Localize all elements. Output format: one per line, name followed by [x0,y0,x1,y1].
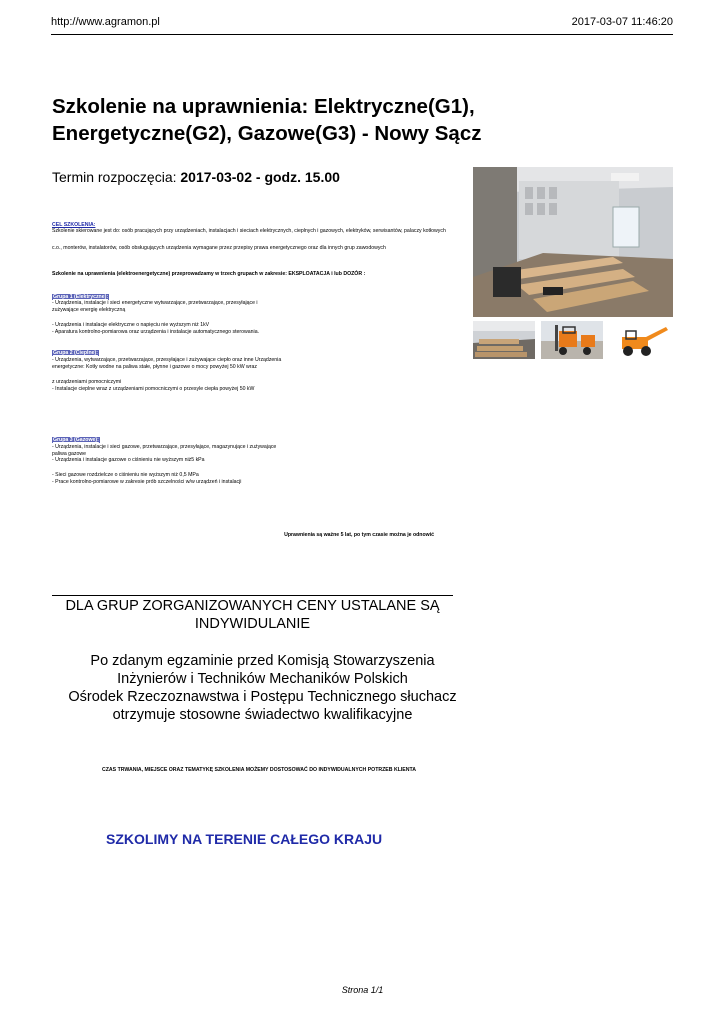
classroom-photo[interactable] [473,167,673,317]
group-1-line-3: - Urządzenia i instalacje elektryczne o napięciu nie wyższym niż 1kV [52,322,210,328]
group-2-line-4: - Instalacje cieplne wraz z urządzeniami pomocniczymi o przesyle ciepła powyżej 50 kW [52,386,255,392]
page-title: Szkolenie na uprawnienia: Elektryczne(G1), Energetyczne(G2), Gazowe(G3) - Nowy Sącz [52,95,482,145]
group-3-line-3: - Urządzenia i instalacje gazowe o ciśnieniu nie wyższym niż5 kPa [52,457,205,463]
group-2-badge: Grupa 2 (Cieplne): [53,350,98,356]
certificate-line-1: Po zdanym egzaminie przed Komisją Stowarzyszenia [90,653,435,669]
group-2-line-3: z urządzeniami pomocniczymi [52,379,122,385]
validity-note: Uprawnienia są ważne 5 lat, po tym czasie można je odnowić [284,532,434,538]
group-pricing-line-2: INDYWIDULANIE [194,616,311,632]
group-1-line-4: - Aparatura kontrolno-pomiarowa oraz urządzenia i instalacje automatycznego sterowania. [52,329,260,335]
group-1-badge: Grupa 1 (Elektryczne): [53,294,109,300]
header-datetime: 2017-03-07 11:46:20 [571,16,673,28]
certificate-line-2: Inżynierów i Techników Mechaników Polskich [117,671,408,687]
group-2-line-1: - Urządzenia, wytwarzające, przetwarzające, przesyłające i zużywające ciepło oraz inne Urządzenia [52,357,282,363]
start-date-label: Termin rozpoczęcia: [52,169,177,185]
forklift-thumbnail[interactable] [541,321,603,359]
cel-heading: CEL SZKOLENIA: [52,222,96,228]
group-pricing-line-1: DLA GRUP ZORGANIZOWANYCH CENY USTALANE SĄ [65,598,440,614]
group-1-line-2: zużywające energię elektryczną [52,307,126,313]
page-footer: Strona 1/1 [341,985,384,995]
header-url[interactable]: http://www.agramon.pl [51,16,160,28]
group-3-line-1: - Urządzenia, instalacje i sieci gazowe, przetwarzające, przesyłające, magazynujące i zużywające [52,444,277,450]
certificate-line-3: Ośrodek Rzeczoznawstwa i Postępu Technicznego słuchacz [68,689,457,705]
group-2-line-2: energetyczne: Kotły wodne na paliwa stałe, płynne i gazowe o mocy powyżej 50 kW wraz [52,364,258,370]
nationwide-banner: SZKOLIMY NA TERENIE CAŁEGO KRAJU [106,831,383,847]
group-1-line-1: - Urządzenia, instalacje i sieci energetyczne wytwarzające, przetwarzające, przesyłające i [52,300,258,306]
certificate-info [40,652,485,724]
group-3-line-2: paliwa gazowe [52,451,87,457]
header-divider [51,34,673,35]
duration-note: CZAS TRWANIA, MIEJSCE ORAZ TEMATYKĘ SZKOLENIA MOŻEMY DOSTOSOWAĆ DO INDYWIDUALNYCH POTRZEB KLIENTA [102,767,417,773]
certificate-line-4: otrzymuje stosowne świadectwo kwalifikacyjne [112,707,413,723]
cel-line-2: c.o., monterów, instalatorów, osób obsługujących urządzenia wymagane przez przepisy prawa energetycznego oraz dla innych grup zawodowych [52,245,386,251]
start-date [52,169,340,185]
group-3-line-4: - Sieci gazowe rozdzielcze o ciśnieniu nie wyższym niż 0,5 MPa [52,472,199,478]
groups-intro: Szkolenie na uprawnienia (elektroenergetyczne) przeprowadzamy w trzech grupach w zakresie: EKSPLOATACJA i lub DOZÓR : [52,271,366,277]
group-pricing-note [52,597,453,633]
telehandler-thumbnail[interactable] [610,321,672,359]
start-date-value: 2017-03-02 - godz. 15.00 [180,169,340,185]
group-3-label [52,437,100,444]
group-2-label [52,350,99,357]
cel-line-1: Szkolenie skierowane jest do: osób pracujących przy urządzeniach, instalacjach i sieciach elektrycznych, cieplnych i gazowych, elektryków, serwisantów, palaczy kotłowych [52,228,446,234]
group-3-badge: Grupa 3 (Gazowe): [53,437,99,443]
section-divider [52,595,453,596]
group-3-line-5: - Prace kontrolno-pomiarowe w zakresie prób szczelności w/w urządzeń i instalacji [52,479,242,485]
classroom-thumbnail[interactable] [473,321,535,359]
